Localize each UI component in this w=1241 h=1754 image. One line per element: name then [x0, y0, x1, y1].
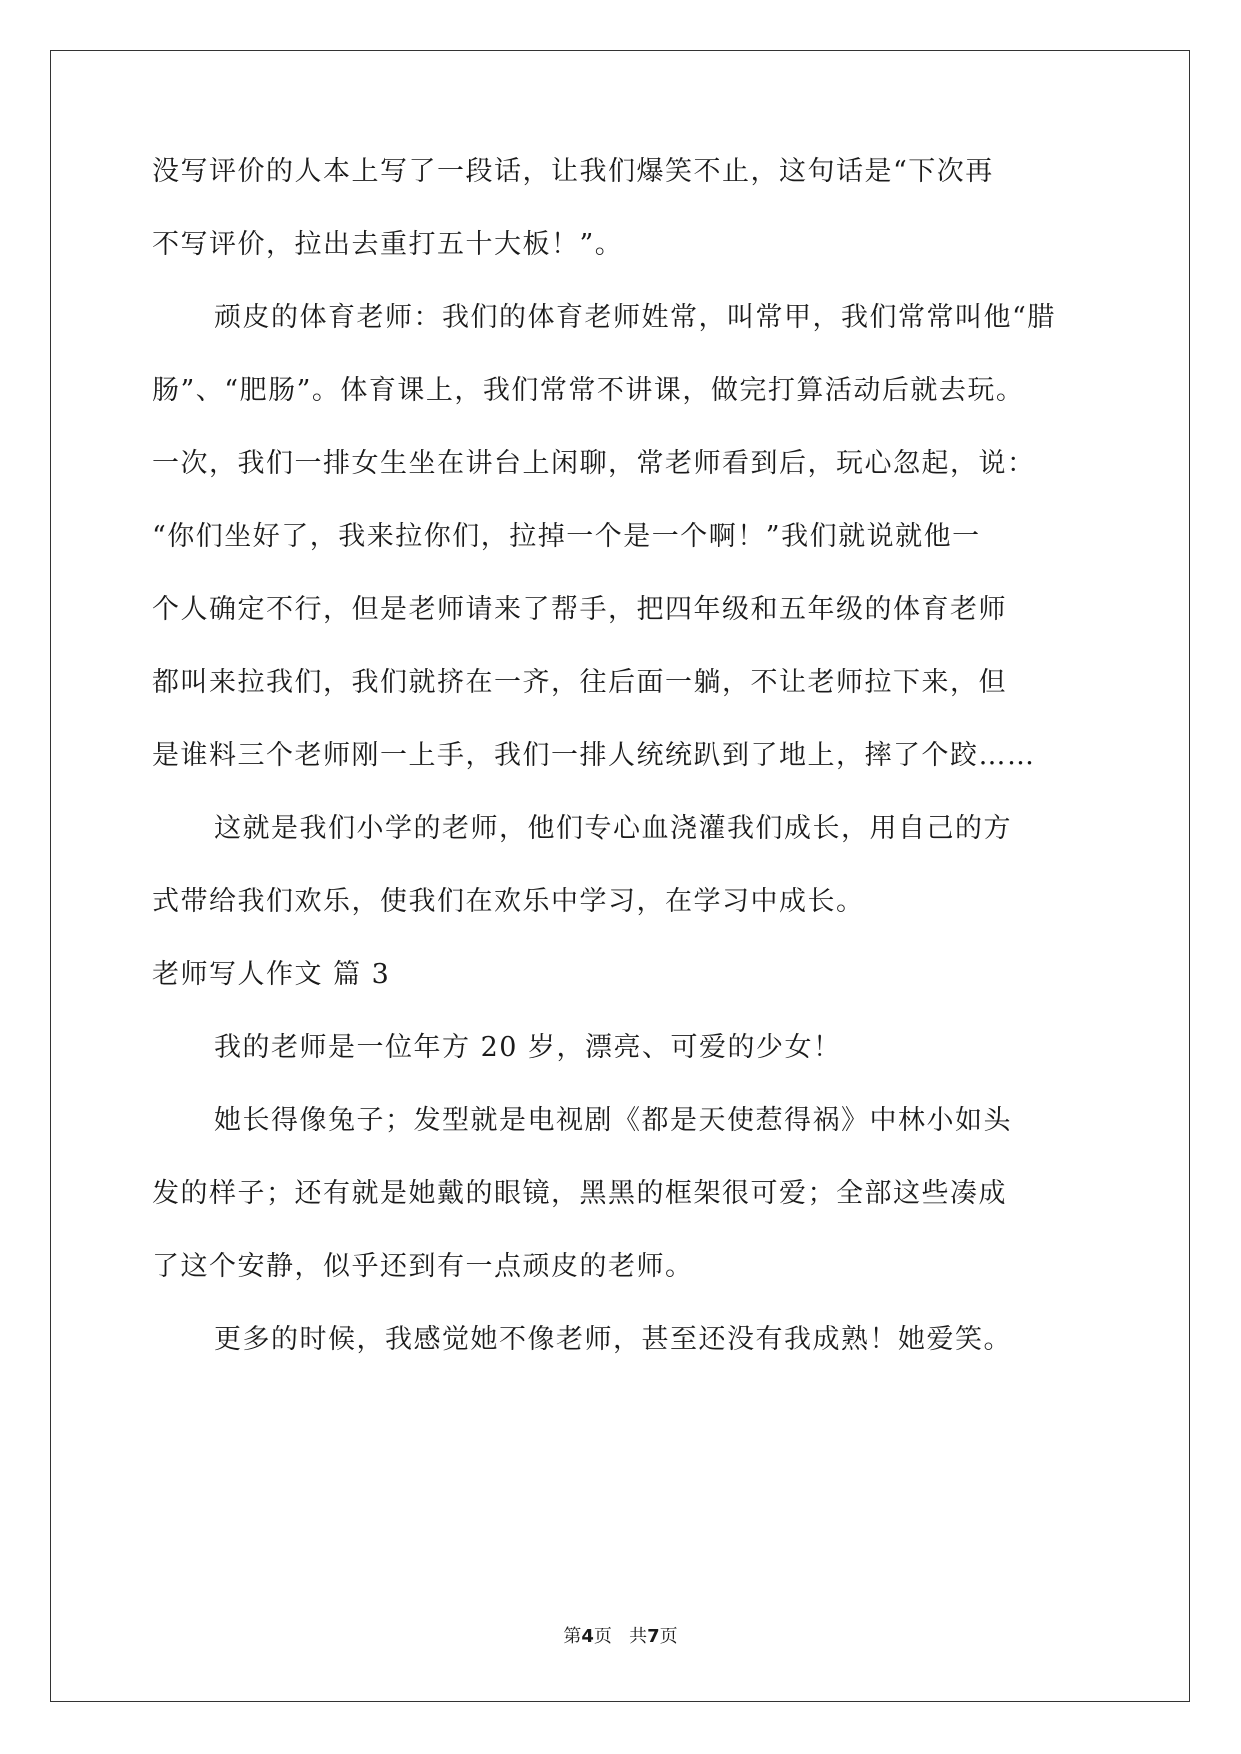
text-line: 一次，我们一排女生坐在讲台上闲聊，常老师看到后，玩心忽起，说：: [152, 448, 1036, 479]
text-line: 不写评价，拉出去重打五十大板！”。: [152, 229, 624, 260]
footer-mid: 页 共: [593, 1626, 648, 1647]
paragraph-start: 我的老师是一位年方 20 岁，漂亮、可爱的少女！: [214, 1032, 842, 1063]
text-line: 都叫来拉我们，我们就挤在一齐，往后面一躺，不让老师拉下来，但: [152, 667, 1007, 698]
text-line: “你们坐好了，我来拉你们，拉掉一个是一个啊！”我们就说就他一: [152, 521, 981, 552]
text-line: 是谁料三个老师刚一上手，我们一排人统统趴到了地上，摔了个跤……: [152, 740, 1036, 771]
text-line: 没写评价的人本上写了一段话，让我们爆笑不止，这句话是“下次再: [152, 156, 994, 187]
footer-suffix: 页: [659, 1626, 678, 1647]
text-line: 个人确定不行，但是老师请来了帮手，把四年级和五年级的体育老师: [152, 594, 1007, 625]
footer-prefix: 第: [563, 1626, 582, 1647]
text-line: 肠”、“肥肠”。体育课上，我们常常不讲课，做完打算活动后就去玩。: [152, 375, 1025, 406]
text-line: 发的样子；还有就是她戴的眼镜，黑黑的框架很可爱；全部这些凑成: [152, 1178, 1007, 1209]
footer-current-page: 4: [581, 1626, 594, 1647]
footer-total-pages: 7: [647, 1626, 660, 1647]
paragraph-start: 更多的时候，我感觉她不像老师，甚至还没有我成熟！她爱笑。: [214, 1324, 1012, 1355]
paragraph-start: 这就是我们小学的老师，他们专心血浇灌我们成长，用自己的方: [214, 813, 1012, 844]
page-footer: [0, 1625, 1241, 1649]
section-heading: 老师写人作文 篇 3: [152, 959, 391, 990]
text-line: 了这个安静，似乎还到有一点顽皮的老师。: [152, 1251, 694, 1282]
paragraph-start: 她长得像兔子；发型就是电视剧《都是天使惹得祸》中林小如头: [214, 1105, 1012, 1136]
text-line: 式带给我们欢乐，使我们在欢乐中学习，在学习中成长。: [152, 886, 865, 917]
paragraph-start: 顽皮的体育老师：我们的体育老师姓常，叫常甲，我们常常叫他“腊: [214, 302, 1056, 333]
